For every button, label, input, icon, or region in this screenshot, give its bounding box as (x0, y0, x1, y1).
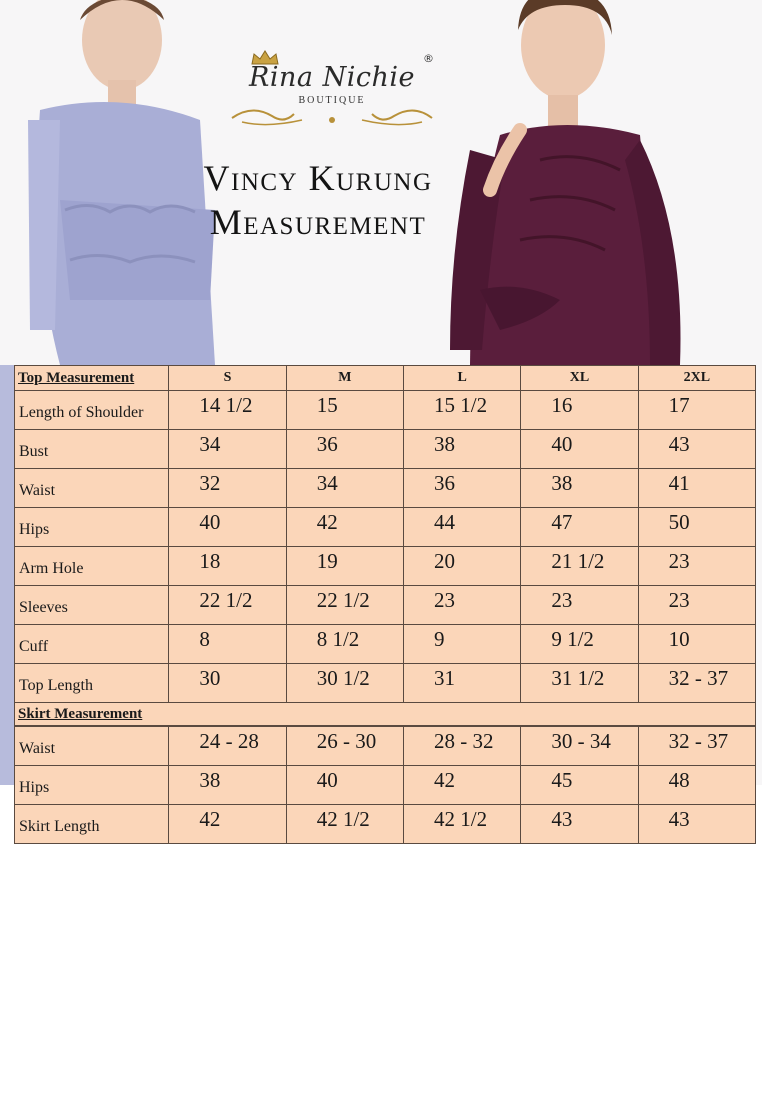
table-cell: 19 (286, 547, 403, 586)
title-line-1: Vincy Kurung (203, 158, 433, 198)
table-cell: 43 (521, 805, 638, 844)
table-row (15, 726, 756, 766)
table-cell: 32 (169, 469, 286, 508)
table-cell: 15 1/2 (404, 391, 521, 430)
table-cell: 31 (404, 664, 521, 703)
table-cell: 50 (638, 508, 755, 547)
table-row (15, 625, 756, 664)
table-cell: 18 (169, 547, 286, 586)
table-cell: 42 (286, 508, 403, 547)
row-label: Length of Shoulder (15, 391, 169, 430)
size-header-4: 2XL (638, 366, 755, 391)
table-cell: 38 (404, 430, 521, 469)
table-row (15, 766, 756, 805)
title-line-2: Measurement (209, 202, 427, 242)
table-cell: 22 1/2 (169, 586, 286, 625)
table-row (15, 664, 756, 703)
brand-logo (222, 48, 442, 132)
row-label: Cuff (15, 625, 169, 664)
size-chart-table (14, 365, 756, 844)
table-cell: 40 (169, 508, 286, 547)
header-row (15, 366, 756, 391)
row-label: Waist (15, 726, 169, 766)
table-cell: 36 (286, 430, 403, 469)
table-cell: 40 (521, 430, 638, 469)
row-label: Arm Hole (15, 547, 169, 586)
table-row (15, 508, 756, 547)
table-cell: 32 - 37 (638, 726, 755, 766)
table-cell: 28 - 32 (404, 726, 521, 766)
table-row (15, 547, 756, 586)
ornament-swirl-icon (222, 100, 442, 130)
table-cell: 40 (286, 766, 403, 805)
table-cell: 47 (521, 508, 638, 547)
table-row (15, 586, 756, 625)
brand-subtitle: BOUTIQUE (298, 95, 366, 106)
table-cell: 22 1/2 (286, 586, 403, 625)
table-cell: 17 (638, 391, 755, 430)
row-label: Sleeves (15, 586, 169, 625)
table-cell: 10 (638, 625, 755, 664)
table-cell: 45 (521, 766, 638, 805)
table-cell: 32 - 37 (638, 664, 755, 703)
table-cell: 23 (638, 586, 755, 625)
skirt-section-row (15, 703, 756, 727)
table-cell: 43 (638, 805, 755, 844)
table-cell: 30 - 34 (521, 726, 638, 766)
brand-name: Rina Nichie (249, 62, 415, 93)
table-cell: 30 1/2 (286, 664, 403, 703)
top-measurement-header: Top Measurement (15, 366, 169, 391)
table-cell: 31 1/2 (521, 664, 638, 703)
table-cell: 14 1/2 (169, 391, 286, 430)
table-cell: 34 (286, 469, 403, 508)
table-cell: 23 (638, 547, 755, 586)
table-cell: 9 1/2 (521, 625, 638, 664)
table-row (15, 469, 756, 508)
table-cell: 42 1/2 (286, 805, 403, 844)
size-header-2: L (404, 366, 521, 391)
row-label: Hips (15, 766, 169, 805)
table-cell: 41 (638, 469, 755, 508)
table-cell: 42 (404, 766, 521, 805)
row-label: Bust (15, 430, 169, 469)
table-row (15, 430, 756, 469)
table-cell: 24 - 28 (169, 726, 286, 766)
table-cell: 42 (169, 805, 286, 844)
table-cell: 16 (521, 391, 638, 430)
size-header-0: S (169, 366, 286, 391)
size-chart-body (15, 366, 756, 844)
table-cell: 26 - 30 (286, 726, 403, 766)
table-cell: 30 (169, 664, 286, 703)
table-cell: 8 1/2 (286, 625, 403, 664)
table-cell: 15 (286, 391, 403, 430)
row-label: Top Length (15, 664, 169, 703)
table-cell: 42 1/2 (404, 805, 521, 844)
table-cell: 9 (404, 625, 521, 664)
table-cell: 34 (169, 430, 286, 469)
table-cell: 44 (404, 508, 521, 547)
size-header-3: XL (521, 366, 638, 391)
table-row (15, 805, 756, 844)
table-cell: 21 1/2 (521, 547, 638, 586)
table-cell: 38 (521, 469, 638, 508)
table-cell: 8 (169, 625, 286, 664)
skirt-measurement-header: Skirt Measurement (15, 703, 756, 727)
row-label: Waist (15, 469, 169, 508)
table-cell: 23 (521, 586, 638, 625)
table-cell: 38 (169, 766, 286, 805)
registered-mark: ® (423, 52, 434, 65)
size-header-1: M (286, 366, 403, 391)
table-row (15, 391, 756, 430)
table-cell: 48 (638, 766, 755, 805)
table-cell: 36 (404, 469, 521, 508)
table-cell: 20 (404, 547, 521, 586)
page-title (170, 156, 466, 244)
row-label: Skirt Length (15, 805, 169, 844)
table-cell: 23 (404, 586, 521, 625)
row-label: Hips (15, 508, 169, 547)
table-cell: 43 (638, 430, 755, 469)
